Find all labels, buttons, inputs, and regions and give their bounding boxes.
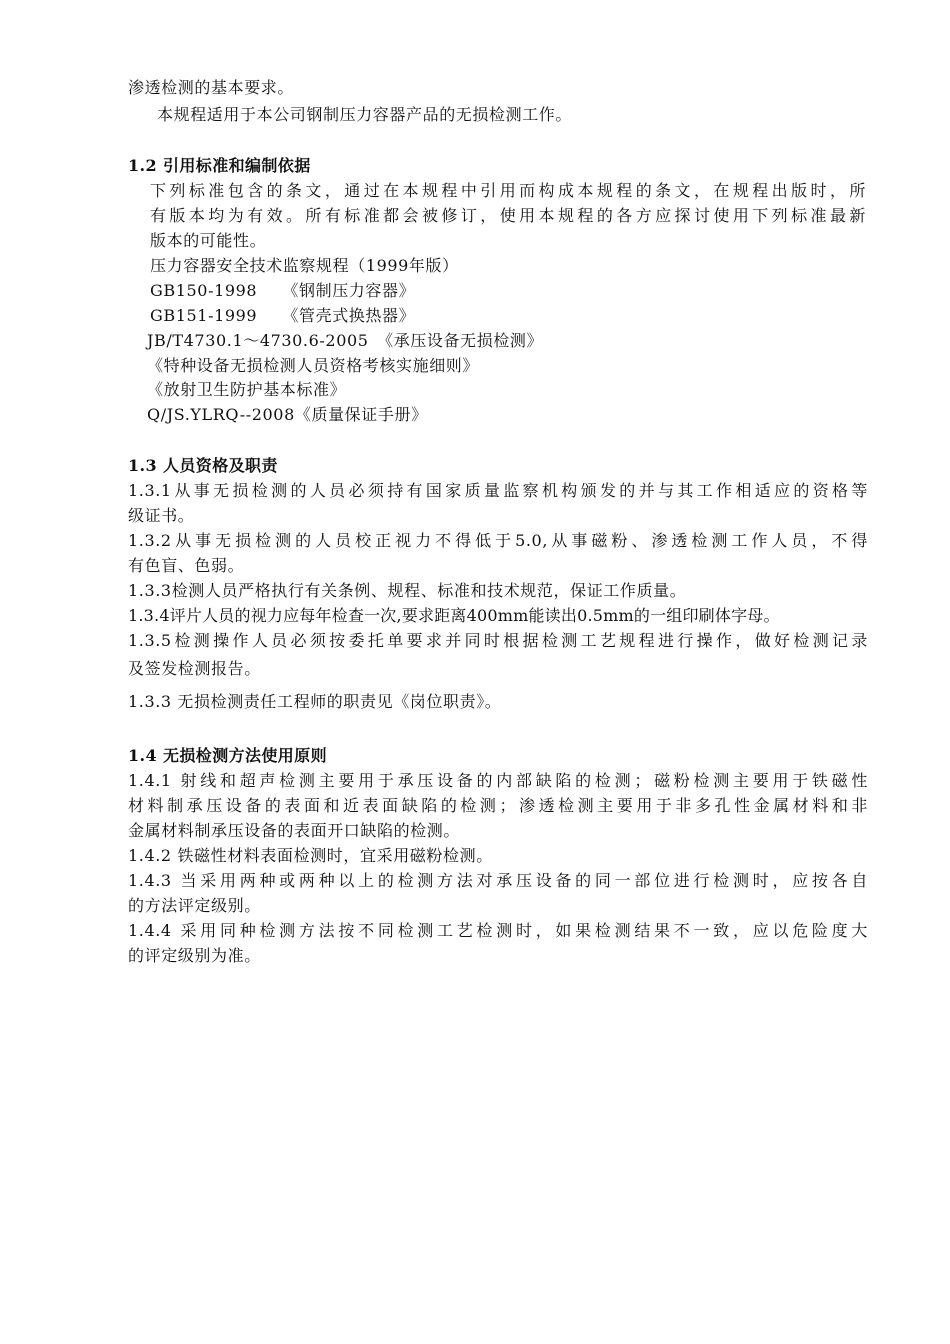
standard-item: JB/T4730.1～4730.6-2005 《承压设备无损检测》 bbox=[147, 331, 544, 350]
section-1-4-line: 金属材料制承压设备的表面开口缺陷的检测。 bbox=[128, 821, 461, 840]
section-1-3-line: 1.3.3 无损检测责任工程师的职责见《岗位职责》。 bbox=[128, 692, 502, 711]
section-1-4-heading: 1.4 无损检测方法使用原则 bbox=[128, 746, 328, 765]
section-1-3-line: 1.3.3检测人员严格执行有关条例、规程、标准和技术规范，保证工作质量。 bbox=[128, 581, 687, 600]
intro-line-2: 本规程适用于本公司钢制压力容器产品的无损检测工作。 bbox=[157, 105, 573, 124]
standard-item: 压力容器安全技术监察规程（1999年版） bbox=[150, 256, 459, 275]
standard-item: GB151-1999 《管壳式换热器》 bbox=[150, 306, 416, 325]
section-1-3-line: 级证书。 bbox=[128, 506, 195, 525]
standard-item: 《特种设备无损检测人员资格考核实施细则》 bbox=[147, 356, 480, 375]
standard-item: 《放射卫生防护基本标准》 bbox=[147, 380, 347, 399]
section-1-2-para-line-2: 有版本均为有效。所有标准都会被修订，使用本规程的各方应探讨使用下列标准最新 bbox=[150, 206, 866, 225]
intro-line-1: 渗透检测的基本要求。 bbox=[128, 78, 295, 97]
section-1-2-heading: 1.2 引用标准和编制依据 bbox=[128, 156, 311, 175]
section-1-4-line: 材料制承压设备的表面和近表面缺陷的检测；渗透检测主要用于非多孔性金属材料和非 bbox=[128, 796, 868, 815]
section-1-4-line: 的方法评定级别。 bbox=[128, 896, 261, 915]
section-1-4-line: 的评定级别为准。 bbox=[128, 946, 261, 965]
section-1-3-heading: 1.3 人员资格及职责 bbox=[128, 456, 278, 475]
section-1-3-line: 1.3.2从事无损检测的人员校正视力不得低于5.0,从事磁粉、渗透检测工作人员，不得 bbox=[128, 531, 868, 550]
section-1-4-line: 1.4.3 当采用两种或两种以上的检测方法对承压设备的同一部位进行检测时，应按各自 bbox=[128, 871, 868, 890]
section-1-4-line: 1.4.1 射线和超声检测主要用于承压设备的内部缺陷的检测；磁粉检测主要用于铁磁性 bbox=[128, 771, 868, 790]
section-1-3-line: 1.3.4评片人员的视力应每年检查一次,要求距离400mm能读出0.5mm的一组印刷体字母。 bbox=[128, 606, 780, 625]
section-1-4-line: 1.4.4 采用同种检测方法按不同检测工艺检测时，如果检测结果不一致，应以危险度大 bbox=[128, 921, 868, 940]
section-1-3-line: 1.3.5检测操作人员必须按委托单要求并同时根据检测工艺规程进行操作，做好检测记录 bbox=[128, 631, 868, 650]
section-1-2-para-line-1: 下列标准包含的条文，通过在本规程中引用而构成本规程的条文，在规程出版时，所 bbox=[150, 181, 866, 200]
section-1-3-line: 及签发检测报告。 bbox=[128, 659, 261, 678]
section-1-4-line: 1.4.2 铁磁性材料表面检测时，宜采用磁粉检测。 bbox=[128, 846, 493, 865]
section-1-3-line: 有色盲、色弱。 bbox=[128, 556, 245, 575]
standard-item: Q/JS.YLRQ--2008《质量保证手册》 bbox=[147, 405, 428, 424]
standard-item: GB150-1998 《钢制压力容器》 bbox=[150, 281, 416, 300]
section-1-2-para-line-3: 版本的可能性。 bbox=[150, 231, 267, 250]
section-1-3-line: 1.3.1从事无损检测的人员必须持有国家质量监察机构颁发的并与其工作相适应的资格等 bbox=[128, 481, 868, 500]
